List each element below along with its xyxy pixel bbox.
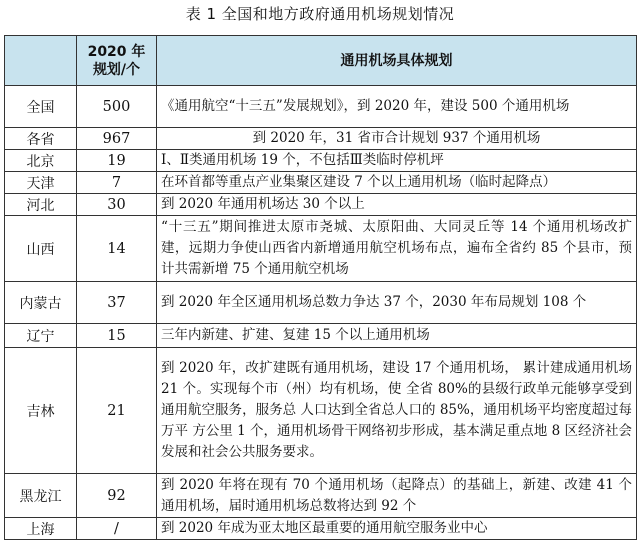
count-cell: 7 bbox=[77, 172, 157, 194]
count-cell: 14 bbox=[77, 216, 157, 282]
plan-cell: 到 2020 年成为亚太地区最重要的通用航空服务业中心 bbox=[157, 518, 637, 540]
plan-cell: 到 2020 年，改扩建既有通用机场，建设 17 个通用机场， 累计建成通用机场 21 个。实现每个市（州）均有机场，使 全省 80%的县级行政单元能够享受到通用航空服务，服务总 人口达到全省总人口的 85%，通用机场平均密度超过每万平 方公里 1 个，通用机场骨干网络初步形成，基本满足重点地 8 区经济社会发展和社会公共服务要求。 bbox=[157, 348, 637, 474]
table-header-row bbox=[5, 36, 637, 86]
table-row bbox=[5, 518, 637, 540]
count-cell: 37 bbox=[77, 282, 157, 324]
plan-cell: 在环首都等重点产业集聚区建设 7 个以上通用机场（临时起降点） bbox=[157, 172, 637, 194]
table-row bbox=[5, 348, 637, 474]
region-cell: 辽宁 bbox=[5, 324, 77, 348]
plan-cell: Ⅰ、Ⅱ类通用机场 19 个，不包括Ⅲ类临时停机坪 bbox=[157, 150, 637, 172]
plan-cell: “十三五”期间推进太原市尧城、太原阳曲、大同灵丘等 14 个通用机场改扩建，远期力争使山西省内新增通用航空机场布点，遍布全省约 85 个县市，预计共需新增 75 个通用航空机场 bbox=[157, 216, 637, 282]
count-cell: / bbox=[77, 518, 157, 540]
table-row bbox=[5, 128, 637, 150]
count-cell: 15 bbox=[77, 324, 157, 348]
table-row bbox=[5, 150, 637, 172]
region-cell: 各省 bbox=[5, 128, 77, 150]
region-cell: 黑龙江 bbox=[5, 474, 77, 518]
region-cell: 河北 bbox=[5, 194, 77, 216]
table-row bbox=[5, 194, 637, 216]
region-cell: 全国 bbox=[5, 86, 77, 128]
plan-cell: 到 2020 年，31 省市合计规划 937 个通用机场 bbox=[157, 128, 637, 150]
count-cell: 21 bbox=[77, 348, 157, 474]
table-row bbox=[5, 474, 637, 518]
header-region bbox=[5, 36, 77, 86]
count-cell: 92 bbox=[77, 474, 157, 518]
region-cell: 山西 bbox=[5, 216, 77, 282]
region-cell: 内蒙古 bbox=[5, 282, 77, 324]
header-count-line2: 规划/个 bbox=[92, 61, 141, 78]
region-cell: 上海 bbox=[5, 518, 77, 540]
table-caption: 表 1 全国和地方政府通用机场规划情况 bbox=[185, 5, 455, 23]
table-row bbox=[5, 282, 637, 324]
header-count-line1: 2020 年 bbox=[87, 43, 146, 60]
plan-cell: 到 2020 年将在现有 70 个通用机场（起降点）的基础上，新建、改建 41 个通用机场，届时通用机场总数将达到 92 个 bbox=[157, 474, 637, 518]
table-row bbox=[5, 216, 637, 282]
plan-cell: 《通用航空“十三五”发展规划》，到 2020 年，建设 500 个通用机场 bbox=[157, 86, 637, 128]
table-row bbox=[5, 324, 637, 348]
count-cell: 30 bbox=[77, 194, 157, 216]
count-cell: 967 bbox=[77, 128, 157, 150]
airport-plan-table bbox=[4, 35, 637, 540]
table-row bbox=[5, 172, 637, 194]
plan-cell: 到 2020 年全区通用机场总数力争达 37 个，2030 年布局规划 108 个 bbox=[157, 282, 637, 324]
region-cell: 北京 bbox=[5, 150, 77, 172]
header-plan: 通用机场具体规划 bbox=[157, 36, 637, 86]
count-cell: 19 bbox=[77, 150, 157, 172]
plan-cell: 到 2020 年通用机场达 30 个以上 bbox=[157, 194, 637, 216]
header-count bbox=[77, 36, 157, 86]
region-cell: 吉林 bbox=[5, 348, 77, 474]
count-cell: 500 bbox=[77, 86, 157, 128]
plan-cell: 三年内新建、扩建、复建 15 个以上通用机场 bbox=[157, 324, 637, 348]
region-cell: 天津 bbox=[5, 172, 77, 194]
table-row bbox=[5, 86, 637, 128]
